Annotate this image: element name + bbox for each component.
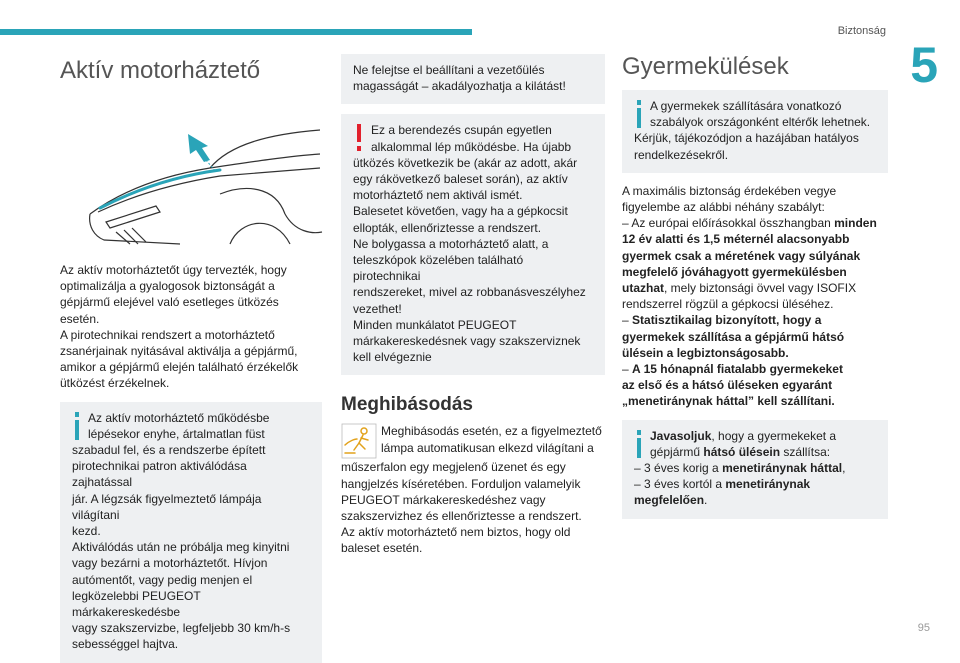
chapter-number: 5 xyxy=(910,37,938,93)
car-bonnet-illustration xyxy=(60,94,322,254)
top-accent-bar xyxy=(0,29,472,35)
section-title-active-bonnet: Aktív motorháztető xyxy=(60,57,261,84)
info-box-country-rules: A gyermekek szállítására vonatkozó szabályok országonként eltérők lehetnek. Kérjük, tájékozódjon a hazájában hatályos rendelkezésekről. xyxy=(622,90,888,173)
info-icon xyxy=(634,100,644,128)
active-bonnet-description: Az aktív motorháztetőt úgy tervezték, hogy optimalizálja a gyalogosok biztonságát a gépjármű elejével való esetleges ütközés esetén. A pirotechnikai rendszert a motorháztető zsanérjainak nyitásával aktiválja a gépjármű, amikor a gépjármű elején található érzékelők ütközést érzékelnek. xyxy=(60,263,299,391)
column-warnings xyxy=(341,54,605,557)
warning-icon xyxy=(353,124,365,152)
fault-description: Meghibásodás esetén, ez a figyelmeztető lámpa automatikusan elkezd világítani a műszerfalon egy megjelenő üzenet és egy hangjelzés kíséretében. Forduljon valamelyik PEUGEOT márkakereskedéshez vagy szakszervizhez és ellenőriztesse a rendszert. Az aktív motorháztető nem biztos, hogy old baleset esetén. xyxy=(341,424,602,556)
info-icon xyxy=(634,430,644,458)
car-front-drawing xyxy=(60,94,322,254)
child-seat-rules: A maximális biztonság érdekében vegye figyelembe az alábbi néhány szabályt: – Az európai előírásokkal összhangban minden 12 év alatti és 1,5 méternél alacsonyabb gyermek csak a méretének vagy súlyának megfelelő jóváhagyott gyermekülésben utazhat, mely biztonsági övvel vagy ISOFIX rendszerrel rögzül a gépkocsi üléséhez. – Statisztikailag bizonyított, hogy a gyermekek szállítása a gépjármű hátsó ülésein a legbiztonságosabb. – A 15 hónapnál fiatalabb gyermekeket az első és a hátsó üléseken egyaránt „menetiránynak háttal” kell szállítani. xyxy=(622,183,877,409)
running-head: Biztonság xyxy=(837,25,886,37)
note-box-driver-seat: Ne felejtse el beállítani a vezetőülés magasságát – akadályozhatja a kilátást! xyxy=(341,54,605,104)
section-title-fault: Meghibásodás xyxy=(341,394,473,416)
page-number: 95 xyxy=(917,622,930,634)
column-active-bonnet xyxy=(60,56,322,663)
pedestrian-warning-lamp-icon xyxy=(341,423,377,459)
section-title-child-seats: Gyermekülések xyxy=(622,53,789,80)
column-child-seats xyxy=(622,52,888,519)
warning-box-single-use: Ez a berendezés csupán egyetlen alkalommal lép működésbe. Ha újabb ütközés következik be (akár az adott, akár egy rákövetkező baleset során), az aktív motorháztető nem aktivál ismét. Balesetet követően, vagy ha a gépkocsit ellopták, ellenőriztesse a rendszert. Ne bolygassa a motorháztető alatt, a teleszkópok közelében található pirotechnikai rendszereket, mivel az robbanásveszélyhez vezethet! Minden munkálatot PEUGEOT márkakereskedésnek vagy szakszerviznek kell elvégeznie xyxy=(341,114,605,375)
info-box-activation: Az aktív motorháztető működésbe lépésekor enyhe, ártalmatlan füst szabadul fel, és a rendszerbe épített pirotechnikai patron aktiválódása zajhatással jár. A légzsák figyelmeztető lámpája világítani kezd. Aktiválódás után ne próbálja meg kinyitni vagy bezárni a motorháztetőt. Hívjon autómentőt, vagy pedig menjen el legközelebbi PEUGEOT márkakereskedésbe vagy szakszervizbe, legfeljebb 30 km/h-s sebességgel hajtva. xyxy=(60,402,322,663)
tip-box-rear-seats: Javasoljuk, hogy a gyermekeket a gépjármű hátsó ülésein szállítsa: – 3 éves korig a menetiránynak háttal, – 3 éves kortól a menetiránynak megfelelően. xyxy=(622,420,888,519)
info-icon xyxy=(72,412,82,440)
